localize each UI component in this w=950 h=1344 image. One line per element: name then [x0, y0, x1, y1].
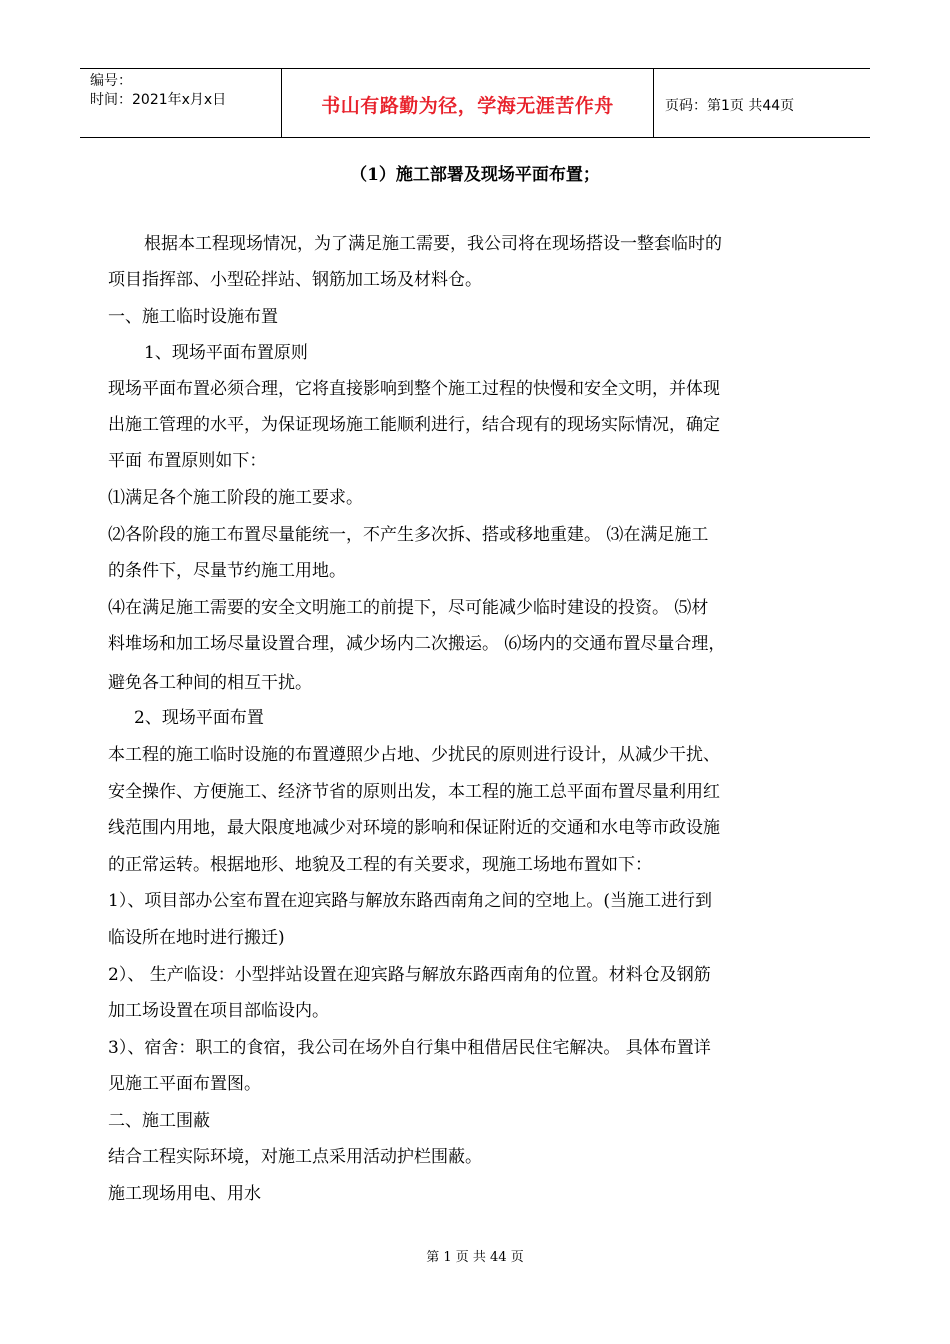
header-motto: 书山有路勤为径，学海无涯苦作舟 [321, 95, 614, 117]
body-line: 线范围内用地，最大限度地减少对环境的影响和保证附近的交通和水电等市政设施 [108, 818, 720, 838]
list-item: 2）、 生产临设：小型拌站设置在迎宾路与解放东路西南角的位置。材料仓及钢筋 [108, 965, 711, 985]
body-line: 平面 布置原则如下： [108, 451, 267, 471]
document-header [80, 68, 870, 138]
body-line: 避免各工种间的相互干扰。 [108, 673, 312, 693]
subsection-heading: 2、现场平面布置 [134, 708, 264, 728]
body-line: 安全操作、方便施工、经济节省的原则出发，本工程的施工总平面布置尽量利用红 [108, 782, 720, 802]
document-time-label: 时间：2021年x月x日 [90, 92, 227, 108]
header-meta-cell [80, 69, 281, 137]
list-item: 3）、宿舍：职工的食宿，我公司在场外自行集中租借居民住宅解决。 具体布置详 [108, 1038, 711, 1058]
header-page-cell [653, 69, 870, 137]
header-motto-cell [281, 69, 654, 137]
list-item: ⑷在满足施工需要的安全文明施工的前提下，尽可能减少临时建设的投资。 ⑸材 [108, 598, 709, 618]
list-item: ⑴满足各个施工阶段的施工要求。 [108, 488, 363, 508]
section-heading: 施工现场用电、用水 [108, 1184, 261, 1204]
list-item: ⑵各阶段的施工布置尽量能统一，不产生多次拆、搭或移地重建。 ⑶在满足施工 [108, 525, 709, 545]
body-line: 根据本工程现场情况，为了满足施工需要，我公司将在现场搭设一整套临时的 [144, 234, 722, 254]
page-footer: 第 1 页 共 44 页 [426, 1250, 524, 1265]
subsection-heading: 1、现场平面布置原则 [144, 343, 308, 363]
body-line: 结合工程实际环境，对施工点采用活动护栏围蔽。 [108, 1147, 482, 1167]
body-line: 出施工管理的水平，为保证现场施工能顺利进行，结合现有的现场实际情况，确定 [108, 415, 720, 435]
list-item: 1）、项目部办公室布置在迎宾路与解放东路西南角之间的空地上。(当施工进行到 [108, 891, 712, 911]
body-line: 见施工平面布置图。 [108, 1074, 261, 1094]
body-line: 加工场设置在项目部临设内。 [108, 1001, 329, 1021]
body-line: 现场平面布置必须合理，它将直接影响到整个施工过程的快慢和安全文明，并体现 [108, 379, 720, 399]
section-title: （1）施工部署及现场平面布置； [350, 165, 600, 185]
body-line: 临设所在地时进行搬迁) [108, 928, 285, 948]
body-line: 的条件下，尽量节约施工用地。 [108, 561, 346, 581]
body-line: 料堆场和加工场尽量设置合理，减少场内二次搬运。 ⑹场内的交通布置尽量合理， [108, 634, 726, 654]
document-number-label: 编号： [90, 73, 132, 89]
body-line: 的正常运转。根据地形、地貌及工程的有关要求，现施工场地布置如下： [108, 855, 652, 875]
body-line: 本工程的施工临时设施的布置遵照少占地、少扰民的原则进行设计，从减少干扰、 [108, 745, 720, 765]
body-line: 项目指挥部、小型砼拌站、钢筋加工场及材料仓。 [108, 270, 482, 290]
section-heading: 一、施工临时设施布置 [108, 307, 278, 327]
section-heading: 二、施工围蔽 [108, 1111, 210, 1131]
header-page-info: 页码：第1页 共44页 [665, 98, 795, 114]
